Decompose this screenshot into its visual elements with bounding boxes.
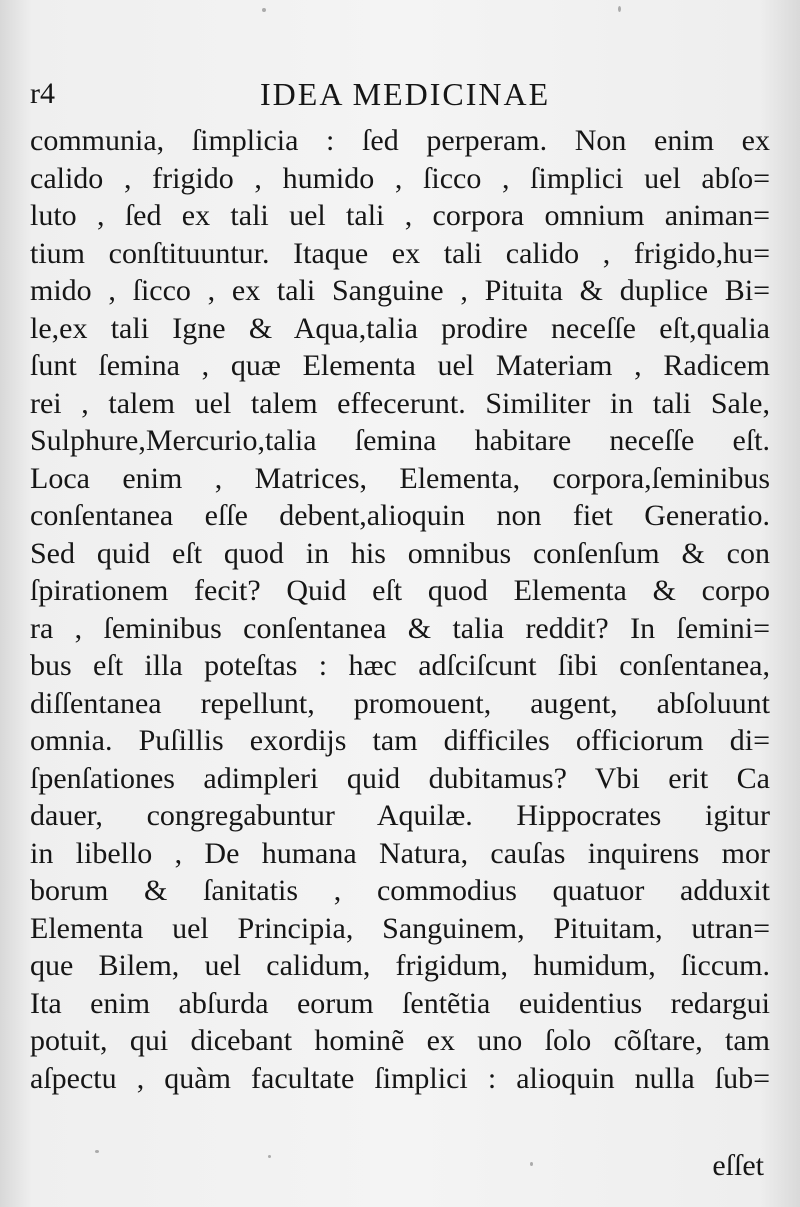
text-line: in libello , De humana Natura, cauſas inquirens mor bbox=[30, 836, 770, 870]
text-line: Elementa uel Principia, Sanguinem, Pituitam, utran= bbox=[30, 911, 770, 945]
text-line: diſſentanea repellunt, promouent, augent, abſoluunt bbox=[30, 686, 770, 720]
page-number: r4 bbox=[30, 77, 55, 110]
text-line: ra , ſeminibus conſentanea & talia reddit? In ſemini= bbox=[30, 611, 770, 645]
text-line: rei , talem uel talem effecerunt. Similiter in tali Sale, bbox=[30, 386, 770, 420]
text-line: potuit, qui dicebant hominẽ ex uno ſolo cõſtare, tam bbox=[30, 1024, 770, 1057]
text-line: aſpectu , quàm facultate ſimplici : alioquin nulla ſub= bbox=[30, 1061, 770, 1095]
ink-speck bbox=[268, 1155, 271, 1158]
catchword: eſſet bbox=[712, 1149, 764, 1182]
text-line: ſunt ſemina , quæ Elementa uel Materiam , Radicem bbox=[30, 349, 770, 382]
text-line: borum & ſanitatis , commodius quatuor adduxit bbox=[30, 874, 770, 907]
text-line: mido , ſicco , ex tali Sanguine , Pituita & duplice Bi= bbox=[30, 274, 770, 307]
text-line: Loca enim , Matrices, Elementa, corpora,ſeminibus bbox=[30, 461, 770, 495]
text-line: Sed quid eſt quod in his omnibus conſenſum & con bbox=[30, 536, 770, 570]
text-line: conſentanea eſſe debent,alioquin non fiet Generatio. bbox=[30, 499, 770, 532]
page-header bbox=[30, 74, 770, 114]
text-line: dauer, congregabuntur Aquilæ. Hippocrates igitur bbox=[30, 799, 770, 832]
running-head: IDEA MEDICINAE bbox=[260, 76, 551, 112]
text-line: ſpirationem fecit? Quid eſt quod Elementa & corpo bbox=[30, 574, 770, 607]
ink-speck bbox=[262, 8, 266, 12]
text-line: luto , ſed ex tali uel tali , corpora omnium animan= bbox=[30, 199, 770, 232]
text-line: bus eſt illa poteſtas : hæc adſciſcunt ſibi conſentanea, bbox=[30, 649, 770, 682]
text-line: que Bilem, uel calidum, frigidum, humidum, ſiccum. bbox=[30, 949, 770, 982]
text-line: communia, ſimplicia : ſed perperam. Non enim ex bbox=[30, 124, 770, 157]
ink-speck bbox=[95, 1150, 99, 1153]
text-line: tium conſtituuntur. Itaque ex tali calido , frigido,hu= bbox=[30, 236, 770, 270]
text-line: Ita enim abſurda eorum ſentẽtia euidentius redargui bbox=[30, 986, 770, 1020]
text-line: Sulphure,Mercurio,talia ſemina habitare neceſſe eſt. bbox=[30, 424, 770, 457]
body-text bbox=[30, 122, 770, 1097]
ink-speck bbox=[530, 1162, 533, 1166]
text-line: ſpenſationes adimpleri quid dubitamus? Vbi erit Ca bbox=[30, 761, 770, 795]
text-line: calido , frigido , humido , ſicco , ſimplici uel abſo= bbox=[30, 161, 770, 195]
text-line: le,ex tali Igne & Aqua,talia prodire neceſſe eſt,qualia bbox=[30, 311, 770, 345]
text-line: omnia. Puſillis exordijs tam difficiles officiorum di= bbox=[30, 724, 770, 757]
ink-speck bbox=[618, 6, 621, 12]
